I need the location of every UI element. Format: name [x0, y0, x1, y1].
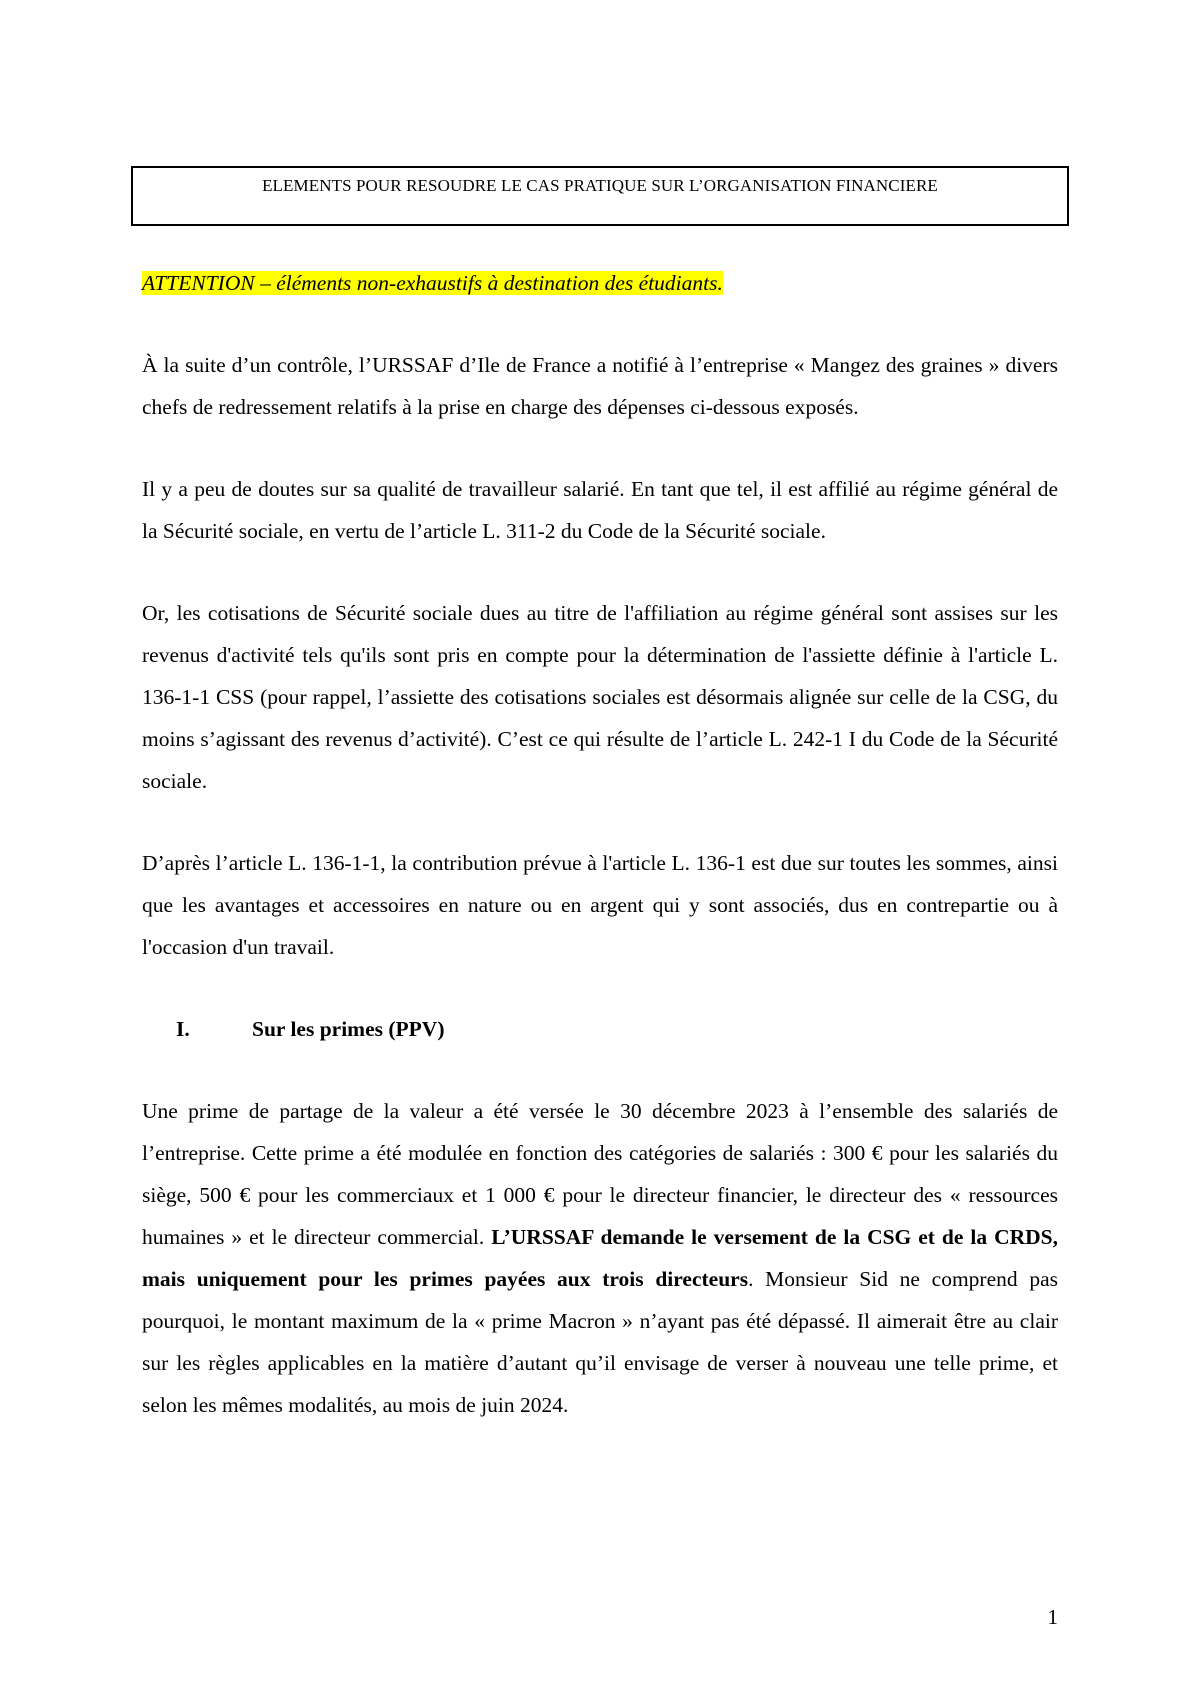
- section-paragraph-part2: . Monsieur Sid ne comprend pas pourquoi, le montant maximum de la « prime Macron » n’ayant pas été dépassé. Il aimerait être au clair sur les règles applicables en la matière d’autant qu’il envisage de verser à nouveau une telle prime, et selon les mêmes modalités, au mois de juin 2024.: [142, 1267, 1058, 1417]
- section-title: Sur les primes (PPV): [252, 1017, 445, 1041]
- section-paragraph-bold: L’URSSAF demande le versement de la CSG et de la CRDS, mais uniquement pour les primes payées aux trois directeurs: [142, 1225, 1058, 1291]
- warning-highlight: ATTENTION – éléments non-exhaustifs à destination des étudiants.: [142, 271, 723, 295]
- section-heading: [142, 1008, 1058, 1050]
- page-number: 1: [1047, 1605, 1058, 1629]
- document-title-box: [131, 166, 1069, 226]
- paragraph-1: À la suite d’un contrôle, l’URSSAF d’Ile de France a notifié à l’entreprise « Mangez des graines » divers chefs de redressement relatifs à la prise en charge des dépenses ci-dessous exposés.: [142, 353, 1058, 419]
- document-body: [142, 262, 1058, 1466]
- paragraph-4: D’après l’article L. 136-1-1, la contribution prévue à l'article L. 136-1 est due sur toutes les sommes, ainsi que les avantages et accessoires en nature ou en argent qui y sont associés, dus en contrepartie ou à l'occasion d'un travail.: [142, 851, 1058, 959]
- section-paragraph: [142, 1090, 1058, 1426]
- paragraph-2: Il y a peu de doutes sur sa qualité de travailleur salarié. En tant que tel, il est affilié au régime général de la Sécurité sociale, en vertu de l’article L. 311-2 du Code de la Sécurité sociale.: [142, 477, 1058, 543]
- paragraph-3: Or, les cotisations de Sécurité sociale dues au titre de l'affiliation au régime général sont assises sur les revenus d'activité tels qu'ils sont pris en compte pour la détermination de l'assiette définie à l'article L. 136-1-1 CSS (pour rappel, l’assiette des cotisations sociales est désormais alignée sur celle de la CSG, du moins s’agissant des revenus d’activité). C’est ce qui résulte de l’article L. 242-1 I du Code de la Sécurité sociale.: [142, 601, 1058, 793]
- section-number: I.: [176, 1017, 190, 1041]
- section-paragraph-part1: Une prime de partage de la valeur a été versée le 30 décembre 2023 à l’ensemble des salariés de l’entreprise. Cette prime a été modulée en fonction des catégories de salariés : 300 € pour les salariés du siège, 500 € pour les commerciaux et 1 000 € pour le directeur financier, le directeur des « ressources humaines » et le directeur commercial.: [142, 1099, 1058, 1249]
- document-title: ELEMENTS POUR RESOUDRE LE CAS PRATIQUE SUR L’ORGANISATION FINANCIERE: [262, 176, 938, 195]
- warning-paragraph: [142, 262, 1058, 304]
